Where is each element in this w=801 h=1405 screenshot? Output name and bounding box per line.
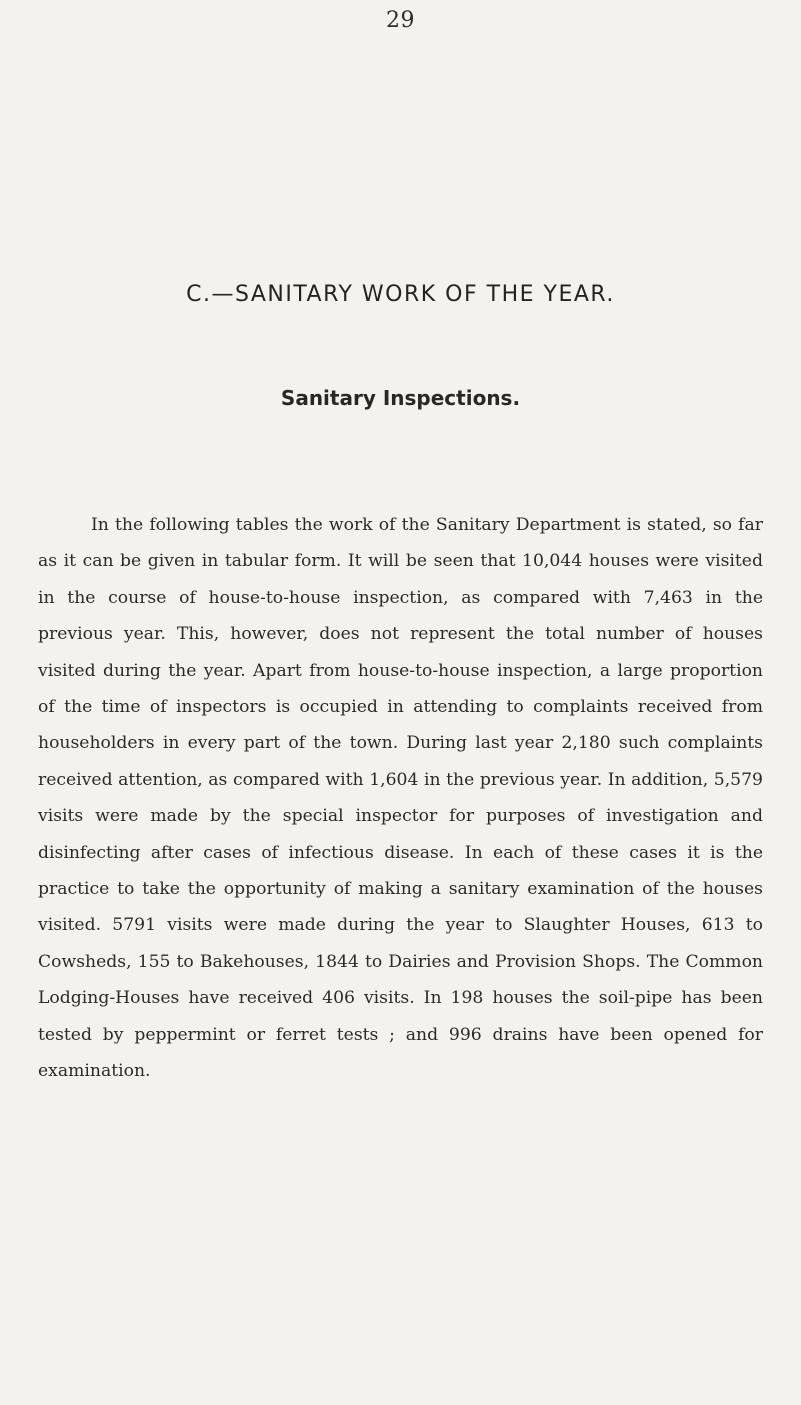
page-number: 29 [386,8,415,33]
subsection-heading: Sanitary Inspections. [280,386,521,410]
body-paragraph: In the following tables the work of the Sanitary Department is stated, so far as it can be given in tabular form. It will be seen that 10,044 houses were visited in the course of house-to-house inspection, as compared with 7,463 in the previous year. This, however, does not represent the total number of houses visited during the year. Apart from house-to-house inspection, a large proportion of the time of inspectors is occupied in attending to complaints received from householders in every part of the town. During last year 2,180 such complaints received attention, as compared with 1,604 in the previous year. In addition, 5,579 visits were made by the special inspector for purposes of investigation and disinfecting after cases of infectious disease. In each of these cases it is the practice to take the opportunity of making a sanitary examination of the houses visited. 5791 visits were made during the year to Slaughter Houses, 613 to Cowsheds, 155 to Bakehouses, 1844 to Dairies and Provision Shops. The Common Lodging-Houses have received 406 visits. In 198 houses the soil-pipe has been tested by peppermint or ferret tests ; and 996 drains have been opened for examination. [38,515,763,1082]
section-heading: C.—SANITARY WORK OF THE YEAR. [186,282,615,307]
